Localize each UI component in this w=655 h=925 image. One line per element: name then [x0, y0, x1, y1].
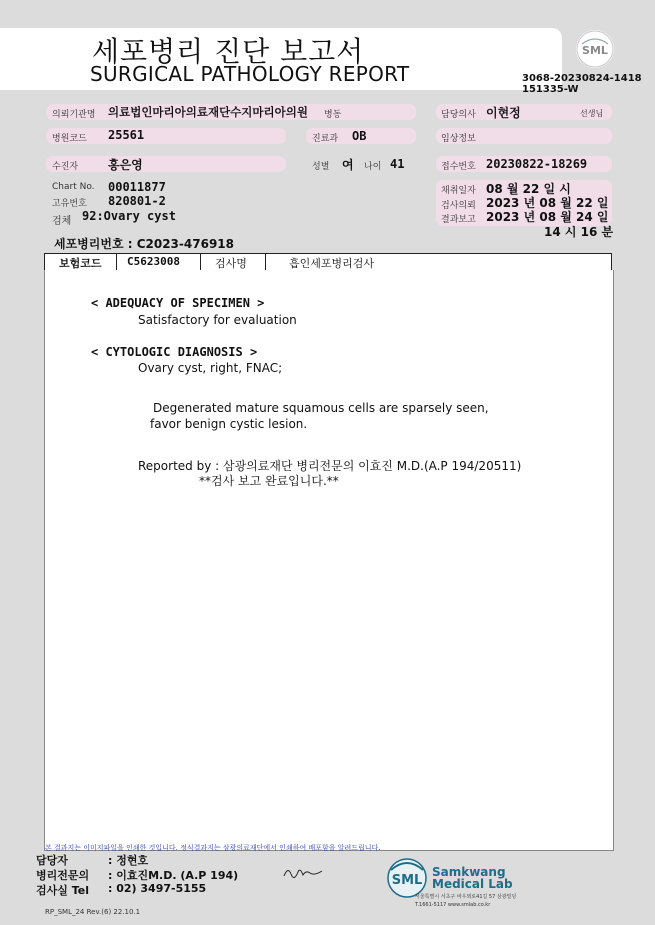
finding-line-2: favor benign cystic lesion.: [150, 417, 308, 431]
request-date-value: 2023 년 08 월 22 일: [486, 196, 609, 210]
department-label: 진료과: [312, 134, 339, 144]
lab-tel-value: : 02) 3497-5155: [108, 882, 207, 895]
lab-tel-label: 검사실 Tel: [36, 884, 89, 897]
sml-lab-logo-text: SML: [391, 873, 423, 888]
signature-image: [282, 864, 324, 880]
pathologist-value: : 이효진M.D. (A.P 194): [108, 869, 239, 882]
lab-address: [415, 893, 516, 909]
patient-label: 수진자: [52, 162, 79, 172]
document-number: [522, 73, 642, 95]
collect-date-label: 채취일자: [441, 186, 476, 196]
lab-name-line2: Medical Lab: [432, 877, 513, 891]
age-value: 41: [390, 157, 405, 171]
form-number: RP_SML_24 Rev.(6) 22.10.1: [45, 908, 141, 916]
department-value: OB: [352, 129, 367, 143]
insurance-code-value: C5623008: [127, 255, 180, 268]
result-date-label: 결과보고: [441, 215, 476, 225]
unique-number-label: 고유번호: [52, 199, 87, 209]
clinical-info-label: 임상정보: [441, 134, 476, 144]
report-body: [44, 270, 614, 851]
hospital-code-label: 병원코드: [52, 134, 87, 144]
doctor-suffix: 선생님: [580, 109, 604, 118]
result-date-value: 2023 년 08 월 24 일: [486, 210, 609, 224]
accession-value: 20230822-18269: [486, 157, 588, 171]
cytology-number: 세포병리번호 : C2023-476918: [54, 237, 234, 251]
unique-number-value: 820801-2: [108, 194, 166, 208]
chart-value: 00011877: [108, 180, 166, 194]
chart-label: Chart No.: [52, 182, 95, 192]
specimen-label: 검체: [52, 216, 72, 227]
diagnosis-heading: < CYTOLOGIC DIAGNOSIS >: [91, 345, 258, 359]
report-title-korean: 세포병리 진단 보고서: [92, 35, 365, 68]
sml-lab-logo-icon: [385, 858, 429, 898]
footer-note: 본 결과지는 이미지파일을 인쇄한 것입니다. 정식결과지는 삼광의료재단에서 인쇄하여 배포함을 알려드립니다.: [45, 844, 381, 852]
reported-by: Reported by : 삼광의료재단 병리전문의 이효진 M.D.(A.P 194/20511): [138, 459, 522, 473]
ward-label: 병동: [324, 110, 342, 120]
document-number-line2: 151335-W: [522, 84, 579, 95]
adequacy-heading: < ADEQUACY OF SPECIMEN >: [91, 296, 265, 310]
manager-value: : 정현호: [108, 854, 149, 867]
diagnosis-text: Ovary cyst, right, FNAC;: [138, 361, 283, 375]
completion-note: **검사 보고 완료입니다.**: [199, 474, 339, 488]
lab-contact-line: T.1661-5117 www.smlab.co.kr: [415, 902, 491, 908]
sml-logo-icon: [576, 30, 614, 68]
test-name-value: 흡인세포병리검사: [289, 257, 375, 270]
patient-field: [46, 156, 286, 172]
insurance-code-label: 보험코드: [59, 257, 102, 270]
request-date-label: 검사의뢰: [441, 201, 476, 211]
lab-name: [432, 866, 513, 890]
sex-label: 성별: [312, 162, 330, 172]
finding-line-1: Degenerated mature squamous cells are sparsely seen,: [153, 401, 489, 415]
document-number-line1: 3068-20230824-1418: [522, 73, 642, 84]
institution-label: 의뢰기관명: [52, 110, 96, 120]
institution-value: 의료법인마리아의료재단수지마리아의원: [108, 105, 308, 119]
doctor-value: 이현정: [486, 106, 521, 120]
sml-logo-text: SML: [582, 44, 608, 57]
adequacy-text: Satisfactory for evaluation: [138, 313, 297, 327]
age-label: 나이: [364, 162, 382, 172]
collect-date-value: 08 월 22 일 시: [486, 182, 571, 196]
sex-value: 여: [342, 158, 354, 172]
lab-name-line1: Samkwang: [432, 865, 506, 879]
sml-logo: [576, 30, 614, 68]
test-name-label: 검사명: [215, 257, 247, 270]
report-title-english: SURGICAL PATHOLOGY REPORT: [90, 62, 410, 86]
manager-label: 담당자: [36, 854, 68, 867]
result-time-value: 14 시 16 분: [544, 225, 614, 239]
accession-label: 접수번호: [441, 162, 476, 172]
pathologist-label: 병리전문의: [36, 869, 90, 882]
doctor-label: 담당의사: [441, 110, 476, 120]
specimen-value: 92:Ovary cyst: [82, 209, 176, 223]
hospital-code-value: 25561: [108, 128, 145, 142]
lab-address-line: 서울특별시 서초구 바우뫼로41길 57 삼광빌딩: [415, 894, 517, 900]
patient-value: 홍은영: [108, 158, 143, 172]
